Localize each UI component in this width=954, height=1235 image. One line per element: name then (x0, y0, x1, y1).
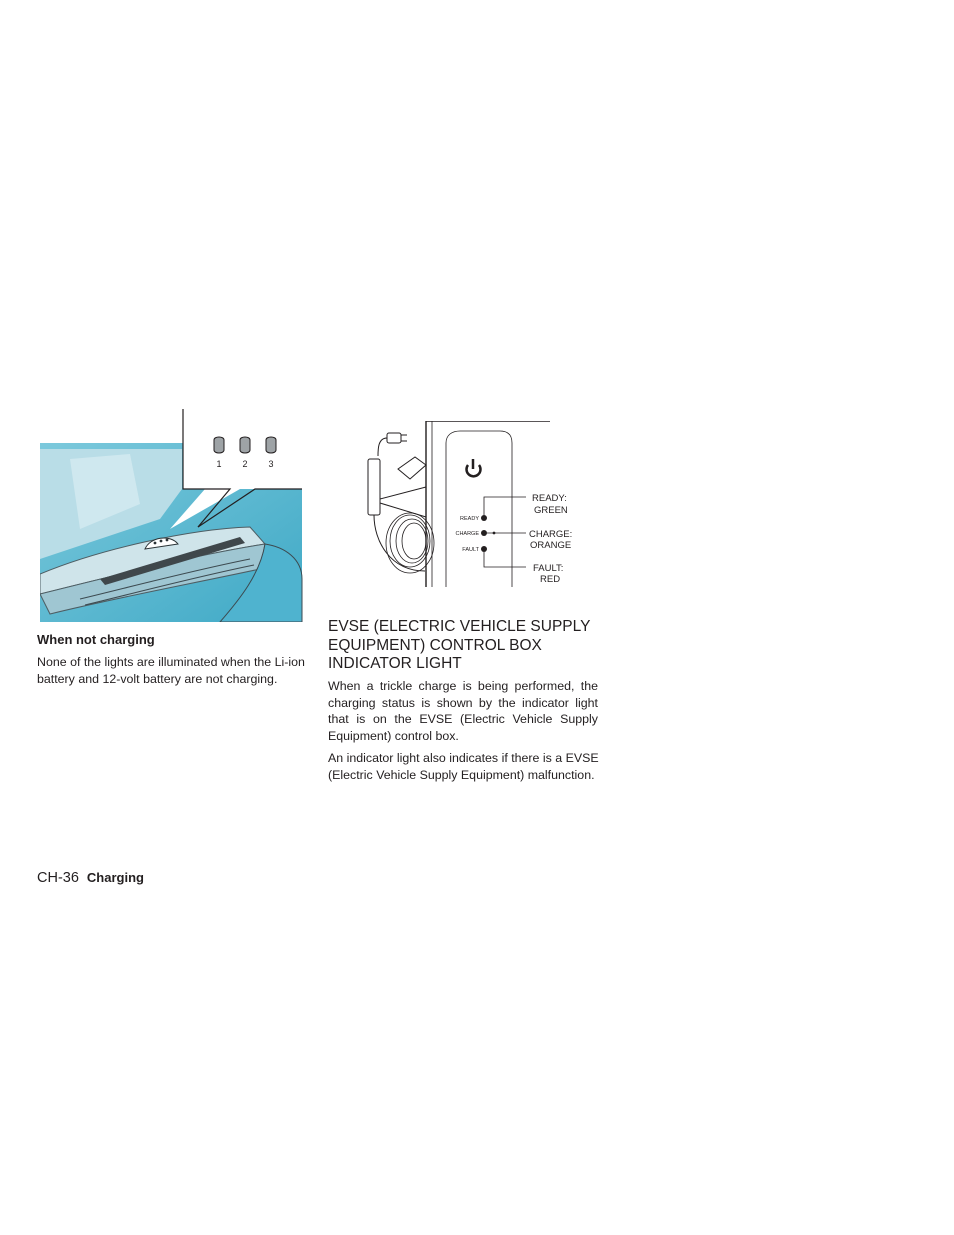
plug-body (387, 433, 401, 443)
evse-paragraph-2: An indicator light also indicates if there is a EVSE (Electric Vehicle Supply Equipment) malfunction. (328, 751, 599, 782)
lamp-1-label: 1 (216, 459, 222, 469)
evse-paragraph-1: When a trickle charge is being performed, the charging status is shown by the indicator light that is on the EVSE (Electric Vehicle Supply Equipment) control box. (328, 679, 598, 743)
control-box-panel (446, 431, 512, 587)
charge-indicator-dot (481, 530, 487, 536)
subheading-not-charging: When not charging (37, 632, 155, 647)
lamp-2-label: 2 (242, 459, 248, 469)
callout-ready-line2: GREEN (534, 505, 568, 516)
page-footer (37, 870, 144, 886)
dashboard-indicator-illustration (40, 409, 303, 622)
panel-label-ready: READY (460, 516, 479, 522)
indicator-dot-3 (166, 539, 169, 542)
control-box-outline (426, 421, 550, 587)
dashboard-illustration-svg (40, 409, 303, 622)
panel-label-charge: CHARGE (455, 531, 479, 537)
ready-leader (484, 497, 526, 515)
callout-fault-line2: RED (540, 574, 561, 585)
inline-box (368, 459, 380, 515)
callout-charge-line1: CHARGE: (529, 529, 573, 540)
not-charging-paragraph: None of the lights are illuminated when the Li-ion battery and 12-volt battery are not charging. (37, 655, 305, 686)
indicator-dot-2 (160, 540, 163, 543)
lamp-3-label: 3 (268, 459, 274, 469)
power-icon (467, 459, 481, 476)
callout-fault-line1: FAULT: (533, 563, 564, 574)
fault-indicator-dot (481, 546, 487, 552)
connector-handle (398, 457, 426, 479)
cable-coil (386, 513, 434, 573)
fault-leader (484, 552, 526, 567)
callout-line-bottom (380, 503, 426, 517)
indicator-dot-1 (154, 542, 157, 545)
page-number: CH-36 (37, 870, 79, 886)
callout-ready-line1: READY: (532, 493, 567, 504)
lamp-2 (240, 437, 250, 453)
evse-control-box-illustration (360, 421, 575, 587)
indicator-lamps (214, 437, 276, 453)
lamp-1 (214, 437, 224, 453)
panel-label-fault: FAULT (462, 547, 479, 553)
footer-section-name: Charging (86, 870, 144, 885)
cable-top (378, 438, 387, 456)
lamp-3 (266, 437, 276, 453)
plug (387, 433, 407, 443)
evse-illustration-svg (360, 421, 575, 587)
callout-line-top (380, 487, 426, 499)
charge-leader-dot (493, 532, 496, 535)
callout-charge-line2: ORANGE (530, 540, 572, 551)
evse-section-heading: EVSE (ELECTRIC VEHICLE SUPPLY EQUIPMENT) CONTROL BOX INDICATOR LIGHT (328, 618, 591, 672)
ready-indicator-dot (481, 515, 487, 521)
